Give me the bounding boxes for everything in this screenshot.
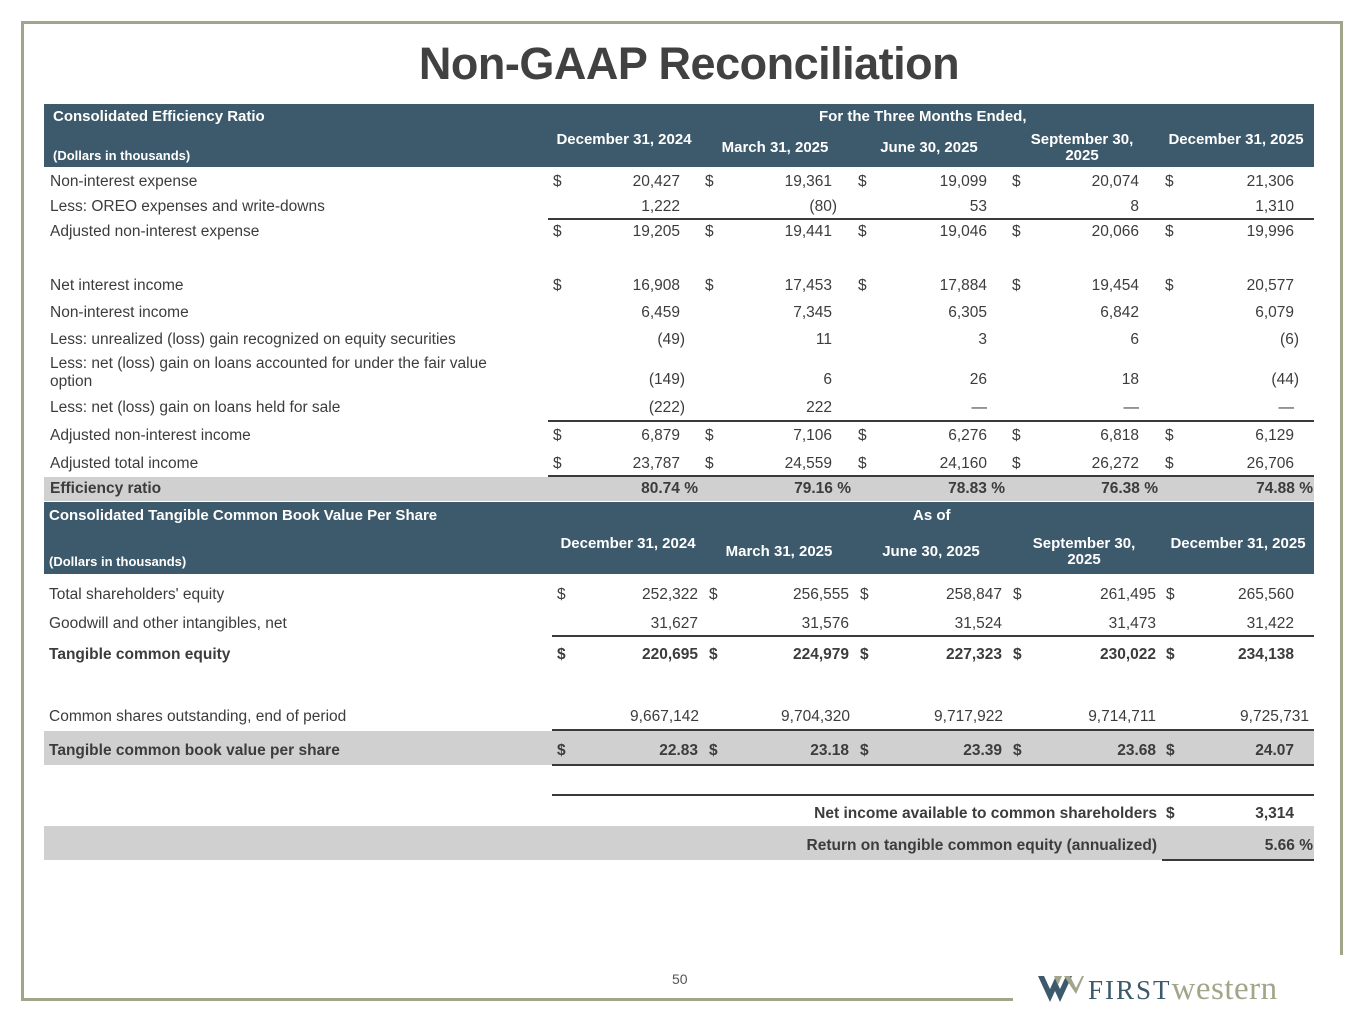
cell-value: 9,717,922 — [934, 708, 1003, 725]
table-row — [44, 424, 1314, 448]
cell-value: 230,022 — [1099, 646, 1156, 663]
cell-value: 19,099 — [939, 173, 987, 190]
cell-value: (44) — [1271, 371, 1299, 388]
currency-sign: $ — [557, 742, 566, 759]
table-row — [44, 612, 1314, 636]
column-header: June 30, 2025 — [880, 139, 978, 156]
column-header: March 31, 2025 — [725, 543, 833, 560]
rote-label: Return on tangible common equity (annualized) — [806, 837, 1157, 854]
table-row — [44, 583, 1314, 607]
cell-value: 31,524 — [954, 615, 1002, 632]
table-row — [44, 220, 1314, 244]
cell-value: 26 — [969, 371, 987, 388]
currency-sign: $ — [1165, 455, 1174, 472]
cell-value: 19,046 — [939, 223, 987, 240]
row-label: Total shareholders' equity — [49, 586, 225, 603]
cell-value: 24.07 — [1255, 742, 1294, 759]
cell-value: 6 — [823, 371, 832, 388]
cell-value: 19,441 — [784, 223, 832, 240]
page-title: Non-GAAP Reconciliation — [418, 38, 960, 89]
net-income-value: 3,314 — [1255, 805, 1294, 822]
cell-value: 7,106 — [793, 427, 832, 444]
rote-row — [44, 826, 1314, 860]
currency-sign: $ — [557, 646, 566, 663]
cell-value: 79.16 % — [794, 480, 851, 497]
currency-sign: $ — [705, 223, 714, 240]
cell-value: 18 — [1121, 371, 1139, 388]
cell-value: 20,577 — [1246, 277, 1294, 294]
cell-value: 256,555 — [792, 586, 849, 603]
table-row — [44, 170, 1314, 194]
cell-value: 6,818 — [1100, 427, 1139, 444]
rote-rule — [1162, 859, 1314, 861]
cell-value: 31,627 — [650, 615, 698, 632]
currency-sign: $ — [1012, 277, 1021, 294]
cell-value: 23.39 — [963, 742, 1002, 759]
cell-value: 80.74 % — [641, 480, 698, 497]
cell-value: 7,345 — [793, 304, 832, 321]
currency-sign: $ — [1012, 173, 1021, 190]
currency-sign: $ — [1165, 223, 1174, 240]
cell-value: 19,454 — [1091, 277, 1139, 294]
cell-value: 224,979 — [792, 646, 849, 663]
currency-sign: $ — [705, 455, 714, 472]
cell-value: — — [1123, 399, 1139, 416]
row-label: Net interest income — [50, 277, 184, 294]
table-row — [44, 301, 1314, 325]
currency-sign: $ — [858, 455, 867, 472]
table-row — [44, 195, 1314, 219]
cell-value: 261,495 — [1099, 586, 1156, 603]
table-row — [44, 352, 1314, 394]
cell-value: 6,276 — [948, 427, 987, 444]
column-header: September 30, 2025 — [1030, 131, 1134, 164]
cell-value: (80) — [809, 198, 837, 215]
currency-sign: $ — [858, 173, 867, 190]
currency-sign: $ — [553, 173, 562, 190]
row-label: Adjusted total income — [50, 455, 199, 472]
cell-value: 74.88 % — [1256, 480, 1313, 497]
cell-value: 227,323 — [945, 646, 1002, 663]
tangible-table-header — [44, 502, 1314, 574]
cell-value: 24,160 — [939, 455, 987, 472]
currency-sign: $ — [860, 646, 869, 663]
currency-sign: $ — [1012, 455, 1021, 472]
currency-sign: $ — [705, 427, 714, 444]
currency-sign: $ — [1013, 586, 1022, 603]
cell-value: 20,074 — [1091, 173, 1139, 190]
currency-sign: $ — [553, 455, 562, 472]
cell-value: 220,695 — [641, 646, 698, 663]
subtotal-rule — [552, 635, 1314, 637]
row-label: Tangible common book value per share — [49, 742, 340, 759]
cell-value: 26,272 — [1091, 455, 1139, 472]
cell-value: 19,205 — [632, 223, 680, 240]
currency-sign: $ — [705, 277, 714, 294]
row-label: Less: net (loss) gain on loans accounted for under the fair value option — [50, 355, 487, 390]
cell-value: 6,842 — [1100, 304, 1139, 321]
currency-sign: $ — [553, 277, 562, 294]
cell-value: 252,322 — [641, 586, 698, 603]
row-rule — [552, 764, 1314, 766]
row-label: Goodwill and other intangibles, net — [49, 615, 287, 632]
cell-value: 21,306 — [1246, 173, 1294, 190]
tangible-table-units: (Dollars in thousands) — [49, 554, 187, 569]
currency-sign: $ — [709, 742, 718, 759]
currency-sign: $ — [1166, 586, 1175, 603]
table-row — [44, 452, 1314, 476]
cell-value: 17,453 — [784, 277, 832, 294]
cell-value: 265,560 — [1237, 586, 1294, 603]
row-label: Efficiency ratio — [50, 480, 162, 497]
tangible-table-title: Consolidated Tangible Common Book Value Per Share — [49, 507, 438, 524]
column-header: December 31, 2025 — [1170, 535, 1306, 552]
row-label: Non-interest expense — [50, 173, 198, 190]
currency-sign: $ — [858, 223, 867, 240]
cell-value: (222) — [648, 399, 685, 416]
currency-sign: $ — [1166, 646, 1175, 663]
row-label: Common shares outstanding, end of period — [49, 708, 347, 725]
cell-value: 9,714,711 — [1088, 708, 1156, 725]
table-row — [44, 274, 1314, 298]
book-value-per-share-row — [44, 731, 1314, 765]
efficiency-table-header — [44, 104, 1314, 167]
currency-sign: $ — [1012, 223, 1021, 240]
cell-value: 31,422 — [1246, 615, 1294, 632]
cell-value: 234,138 — [1237, 646, 1294, 663]
cell-value: 31,576 — [801, 615, 849, 632]
cell-value: 22.83 — [659, 742, 698, 759]
currency-sign: $ — [1165, 277, 1174, 294]
cell-value: 23.18 — [810, 742, 849, 759]
cell-value: 8 — [1130, 198, 1139, 215]
cell-value: (49) — [657, 331, 685, 348]
company-wordmark — [1088, 972, 1278, 1012]
cell-value: 19,361 — [784, 173, 832, 190]
currency-sign: $ — [557, 586, 566, 603]
column-header: December 31, 2024 — [556, 131, 692, 148]
row-label: Non-interest income — [50, 304, 189, 321]
frame-top-border — [21, 21, 1343, 24]
table-row — [44, 328, 1314, 352]
cell-value: 6,459 — [641, 304, 680, 321]
cell-value: 1,222 — [641, 198, 680, 215]
table-row — [44, 643, 1314, 667]
cell-value: 6,879 — [641, 427, 680, 444]
cell-value: 26,706 — [1246, 455, 1294, 472]
section-rule — [552, 794, 1314, 796]
cell-value: (6) — [1280, 331, 1299, 348]
currency-sign: $ — [1013, 646, 1022, 663]
currency-sign: $ — [1013, 742, 1022, 759]
efficiency-table-units: (Dollars in thousands) — [53, 148, 191, 163]
first-western-logo-icon — [1038, 972, 1084, 1006]
table-row — [44, 396, 1314, 420]
cell-value: 20,427 — [632, 173, 680, 190]
cell-value: 17,884 — [939, 277, 987, 294]
frame-right-border — [1340, 21, 1343, 955]
column-header: December 31, 2025 — [1168, 131, 1304, 148]
row-label: Less: net (loss) gain on loans held for sale — [50, 399, 341, 416]
net-income-label: Net income available to common shareholders — [814, 805, 1157, 822]
cell-value: 78.83 % — [948, 480, 1005, 497]
cell-value: 6,305 — [948, 304, 987, 321]
cell-value: 1,310 — [1255, 198, 1294, 215]
currency-sign: $ — [1012, 427, 1021, 444]
cell-value: — — [971, 399, 987, 416]
currency-sign: $ — [1166, 805, 1175, 822]
cell-value: 19,996 — [1246, 223, 1294, 240]
page-number: 50 — [672, 971, 688, 987]
cell-value: 258,847 — [945, 586, 1002, 603]
cell-value: 6,129 — [1255, 427, 1294, 444]
efficiency-period-heading: For the Three Months Ended, — [819, 108, 1027, 125]
row-label: Tangible common equity — [49, 646, 231, 663]
efficiency-table-title: Consolidated Efficiency Ratio — [53, 108, 265, 125]
wordmark-western: western — [1171, 971, 1278, 1007]
cell-value: 3 — [978, 331, 987, 348]
cell-value: 76.38 % — [1101, 480, 1158, 497]
cell-value: — — [1278, 399, 1294, 416]
subtotal-rule — [548, 420, 1314, 422]
cell-value: 9,725,731 — [1240, 708, 1309, 725]
currency-sign: $ — [705, 173, 714, 190]
column-header: June 30, 2025 — [882, 543, 980, 560]
table-row — [44, 705, 1314, 729]
cell-value: 31,473 — [1108, 615, 1156, 632]
currency-sign: $ — [858, 277, 867, 294]
currency-sign: $ — [860, 742, 869, 759]
frame-bottom-border — [21, 998, 1013, 1001]
cell-value: 24,559 — [784, 455, 832, 472]
cell-value: 23.68 — [1117, 742, 1156, 759]
cell-value: 9,667,142 — [630, 708, 699, 725]
row-label: Less: unrealized (loss) gain recognized on equity securities — [50, 331, 456, 348]
net-income-row — [44, 802, 1314, 826]
rote-value: 5.66 % — [1264, 837, 1313, 854]
column-header: March 31, 2025 — [721, 139, 829, 156]
tangible-period-heading: As of — [913, 507, 951, 524]
frame-left-border — [21, 21, 24, 1001]
cell-value: 20,066 — [1091, 223, 1139, 240]
row-label: Less: OREO expenses and write-downs — [50, 198, 325, 215]
cell-value: 6 — [1130, 331, 1139, 348]
currency-sign: $ — [553, 427, 562, 444]
cell-value: 11 — [815, 331, 832, 348]
currency-sign: $ — [1166, 742, 1175, 759]
currency-sign: $ — [860, 586, 869, 603]
cell-value: (149) — [648, 371, 685, 388]
currency-sign: $ — [1165, 427, 1174, 444]
cell-value: 222 — [806, 399, 832, 416]
cell-value: 23,787 — [632, 455, 680, 472]
cell-value: 16,908 — [632, 277, 680, 294]
row-label: Adjusted non-interest income — [50, 427, 251, 444]
currency-sign: $ — [709, 646, 718, 663]
cell-value: 9,704,320 — [781, 708, 850, 725]
wordmark-first: FIRST — [1088, 975, 1172, 1005]
currency-sign: $ — [709, 586, 718, 603]
column-header: September 30, 2025 — [1032, 535, 1136, 568]
row-label: Adjusted non-interest expense — [50, 223, 260, 240]
currency-sign: $ — [1165, 173, 1174, 190]
cell-value: 53 — [969, 198, 987, 215]
currency-sign: $ — [858, 427, 867, 444]
cell-value: 6,079 — [1255, 304, 1294, 321]
currency-sign: $ — [553, 223, 562, 240]
efficiency-ratio-row — [44, 477, 1314, 501]
column-header: December 31, 2024 — [560, 535, 696, 552]
